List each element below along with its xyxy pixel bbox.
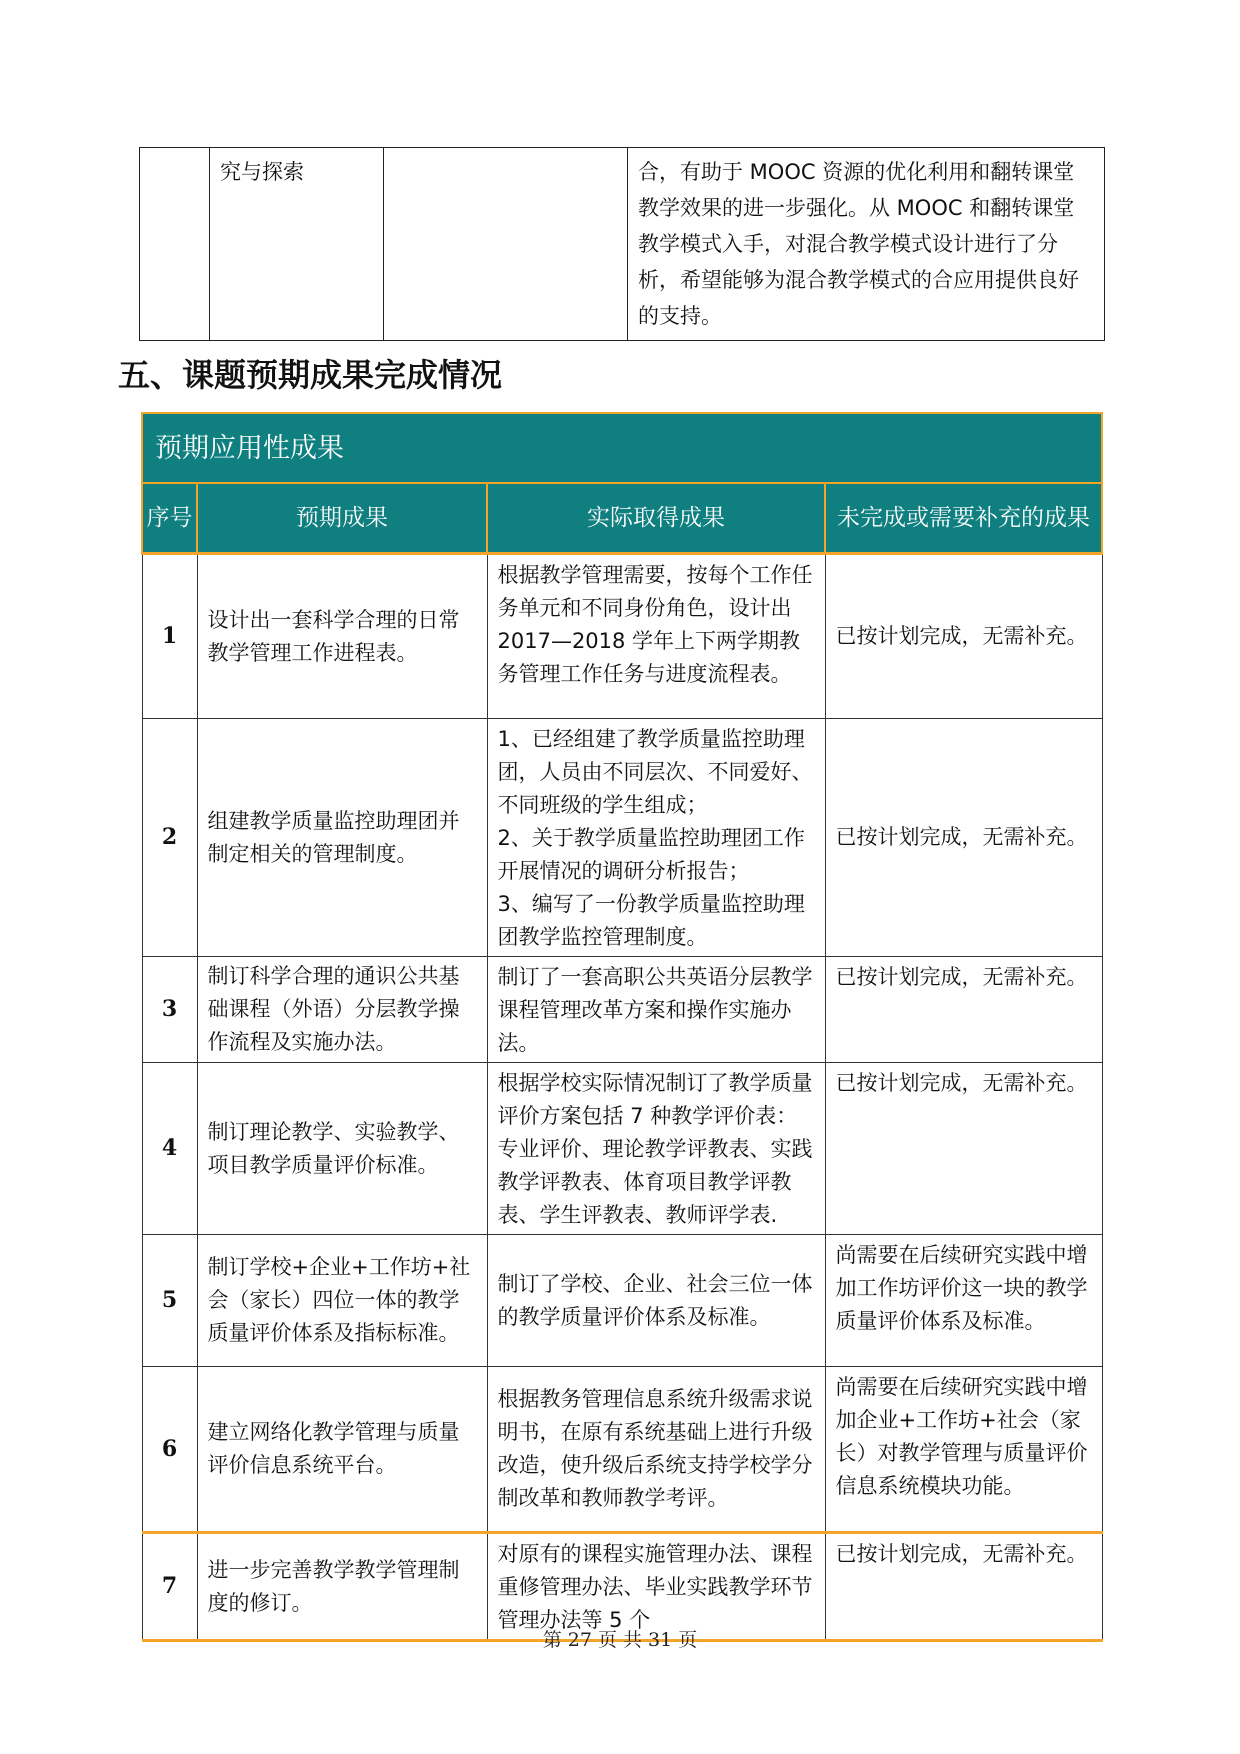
page-footer: 第 27 页 共 31 页: [542, 1629, 698, 1651]
table-row: [142, 1235, 1102, 1367]
header-seq: 序号: [142, 483, 197, 554]
row-actual: 对原有的课程实施管理办法、课程重修管理办法、毕业实践教学环节管理办法等 5 个: [487, 1533, 825, 1641]
cont-cell-seq: [140, 148, 210, 341]
row-seq: 1: [142, 554, 197, 719]
row-actual: 制订了一套高职公共英语分层教学课程管理改革方案和操作实施办法。: [487, 957, 825, 1063]
row-actual: 1、已经组建了教学质量监控助理团，人员由不同层次、不同爱好、不同班级的学生组成； 2、关于教学质量监控助理团工作开展情况的调研分析报告； 3、编写了一份教学质量监控助理团教学监控管理制度。: [487, 719, 825, 957]
continuation-table: [139, 147, 1105, 341]
table-row: [142, 554, 1102, 719]
table-row: [140, 148, 1105, 341]
header-expected: 预期成果: [197, 483, 487, 554]
row-expected: 制订理论教学、实验教学、项目教学质量评价标准。: [197, 1063, 487, 1235]
row-expected: 制订学校+企业+工作坊+社会（家长）四位一体的教学质量评价体系及指标标准。: [197, 1235, 487, 1367]
row-actual: 根据学校实际情况制订了教学质量评价方案包括 7 种教学评价表：专业评价、理论教学评教表、实践教学评教表、体育项目教学评教表、学生评教表、教师评学表.: [487, 1063, 825, 1235]
row-pending: 已按计划完成，无需补充。: [825, 719, 1102, 957]
row-seq: 6: [142, 1367, 197, 1533]
results-table: [141, 412, 1103, 1642]
row-pending: 已按计划完成，无需补充。: [825, 957, 1102, 1063]
row-pending: 已按计划完成，无需补充。: [825, 554, 1102, 719]
row-actual: 根据教务管理信息系统升级需求说明书，在原有系统基础上进行升级改造，使升级后系统支持学校学分制改革和教师教学考评。: [487, 1367, 825, 1533]
cont-cell-empty: [384, 148, 628, 341]
row-seq: 7: [142, 1533, 197, 1641]
row-pending: 尚需要在后续研究实践中增加企业+工作坊+社会（家长）对教学管理与质量评价信息系统模块功能。: [825, 1367, 1102, 1533]
table-banner-row: [142, 413, 1102, 483]
cont-cell-title: 究与探索: [210, 148, 384, 341]
table-banner: 预期应用性成果: [142, 413, 1102, 483]
row-expected: 组建教学质量监控助理团并制定相关的管理制度。: [197, 719, 487, 957]
row-expected: 进一步完善教学教学管理制度的修订。: [197, 1533, 487, 1641]
row-seq: 4: [142, 1063, 197, 1235]
table-row: [142, 1063, 1102, 1235]
row-actual: 根据教学管理需要，按每个工作任务单元和不同身份角色，设计出 2017—2018 学年上下两学期教务管理工作任务与进度流程表。: [487, 554, 825, 719]
row-seq: 5: [142, 1235, 197, 1367]
section-title: 五、课题预期成果完成情况: [118, 356, 503, 394]
table-row: [142, 957, 1102, 1063]
header-pending: 未完成或需要补充的成果: [825, 483, 1102, 554]
row-pending: 已按计划完成，无需补充。: [825, 1533, 1102, 1641]
table-header-row: [142, 483, 1102, 554]
row-pending: 尚需要在后续研究实践中增加工作坊评价这一块的教学质量评价体系及标准。: [825, 1235, 1102, 1367]
row-expected: 设计出一套科学合理的日常教学管理工作进程表。: [197, 554, 487, 719]
row-seq: 2: [142, 719, 197, 957]
cont-cell-summary: 合，有助于 MOOC 资源的优化利用和翻转课堂教学效果的进一步强化。从 MOOC 和翻转课堂教学模式入手，对混合教学模式设计进行了分析，希望能够为混合教学模式的合应用提供良好的支持。: [628, 148, 1105, 341]
header-actual: 实际取得成果: [487, 483, 825, 554]
table-row: [142, 1367, 1102, 1533]
table-row: [142, 719, 1102, 957]
row-expected: 建立网络化教学管理与质量评价信息系统平台。: [197, 1367, 487, 1533]
row-expected: 制订科学合理的通识公共基础课程（外语）分层教学操作流程及实施办法。: [197, 957, 487, 1063]
row-actual: 制订了学校、企业、社会三位一体的教学质量评价体系及标准。: [487, 1235, 825, 1367]
row-pending: 已按计划完成，无需补充。: [825, 1063, 1102, 1235]
row-seq: 3: [142, 957, 197, 1063]
